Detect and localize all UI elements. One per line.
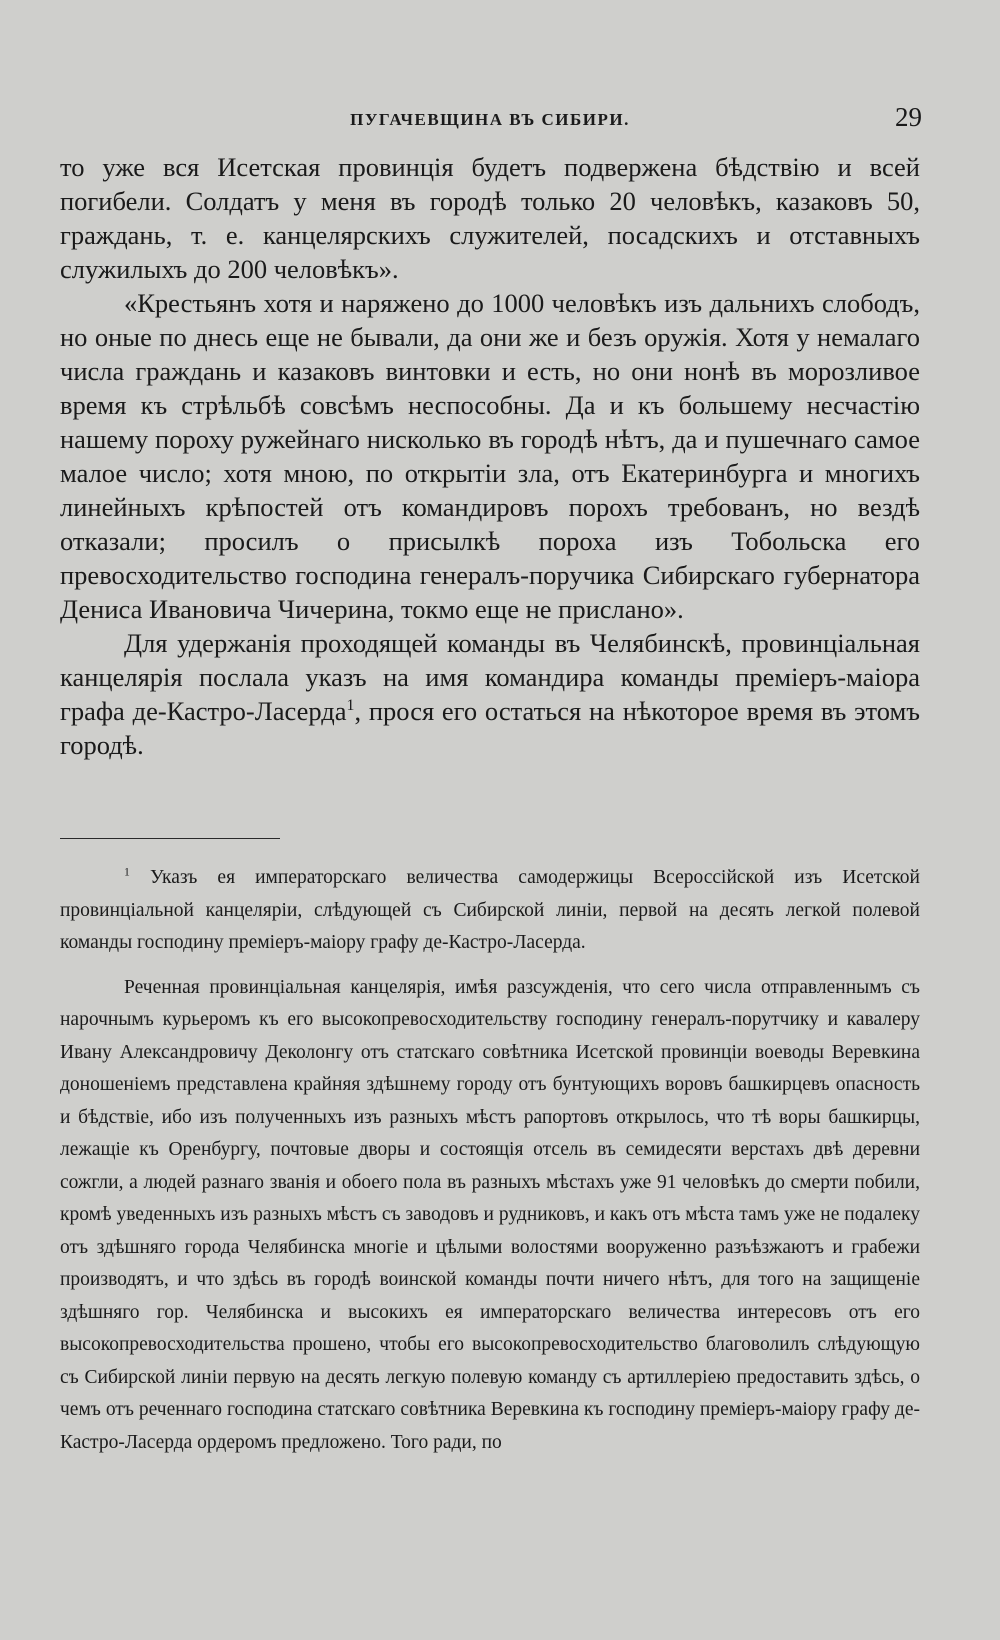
page-number: 29 xyxy=(895,102,922,132)
paragraph-3-text-a: Для удержанiя проходящей команды въ Челябинскѣ, провинцiальная канцелярiя послала указъ на имя командира команды премiеръ-маiора графа де-Кастро-Ласерда xyxy=(60,628,920,726)
footnote-reference: 1 xyxy=(346,697,355,715)
page-header xyxy=(60,104,920,134)
running-title: ПУГАЧЕВЩИНА ВЪ СИБИРИ. xyxy=(350,110,630,129)
paragraph-3 xyxy=(60,626,920,762)
footnote-1-continuation: Реченная провинцiальная канцелярiя, имѣя разсужденiя, что сего числа отправленнымъ съ нарочнымъ курьеромъ къ его высокопревосходительству господину генералъ-порутчику и кавалеру Ивану Александровичу Деколонгу отъ статскаго совѣтника Исетской провинцiи воеводы Веревкина доношенiемъ представлена крайняя здѣшнему городу отъ бунтующихъ воровъ башкирцевъ опасность и бѣдствiе, ибо изъ полученныхъ изъ разныхъ мѣстъ рапортовъ открылось, что тѣ воры башкирцы, лежащiе къ Оренбургу, почтовые дворы и состоящiя отсель въ семидесяти верстахъ двѣ деревни сожгли, а людей разнаго званiя и обоего пола въ разныхъ мѣстахъ уже 91 человѣкъ до смерти побили, кромѣ уведенныхъ изъ разныхъ мѣстъ съ заводовъ и рудниковъ, и какъ отъ мѣста тамъ уже не подалеку отъ здѣшняго города Челябинска многiе и цѣлыми волостями вооруженно разъѣзжаютъ и грабежи производятъ, и что здѣсь въ городѣ воинской команды почти ничего нѣтъ, для того на защищенiе здѣшняго гор. Челябинска и высокихъ ея императорскаго величества интересовъ отъ его высокопревосходительства прошено, чтобы его высокопревосходительство благоволилъ слѣдующую съ Сибирской линiи первую на десять легкую полевую команду съ артиллерiею предоставить здѣсь, о чемъ отъ реченнаго господина статскаго совѣтника Веревкина къ господину премiеръ-маiору графу де-Кастро-Ласерда ордеромъ предложено. Того ради, по xyxy=(60,976,920,1453)
footnote-marker: 1 xyxy=(124,865,130,879)
paragraph-3-text-b: , прося его остаться на нѣкоторое время въ этомъ городѣ. xyxy=(60,696,920,760)
footnote-1-text: Указъ ея императорскаго величества самодержицы Всероссiйской изъ Исетской провинцiальной канцелярiи, слѣдующей съ Сибирской линiи, первой на десять легкой полевой команды господину премiеръ-маiору графу де-Кастро-Ласерда. xyxy=(60,867,920,953)
paragraph-2: «Крестьянъ хотя и наряжено до 1000 человѣкъ изъ дальнихъ слободъ, но оные по днесь еще не бывали, да они же и безъ оружiя. Хотя у немалаго числа граждань и казаковъ винтовки и есть, но они нонѣ въ морозливое время къ стрѣльбѣ совсѣмъ неспособны. Да и къ большему несчастiю нашему пороху ружейнаго нисколько въ городѣ нѣтъ, да и пушечнаго самое малое число; хотя мною, по открытiи зла, отъ Екатеринбурга и многихъ линейныхъ крѣпостей отъ командировъ порохъ требованъ, но вездѣ отказали; просилъ о присылкѣ пороха изъ Тобольска его превосходительство господина генералъ-поручика Сибирскаго губернатора Дениса Ивановича Чичерина, токмо еще не прислано». xyxy=(60,288,920,624)
main-text xyxy=(60,150,920,762)
paragraph-1: то уже вся Исетская провинцiя будетъ подвержена бѣдствiю и всей погибели. Солдатъ у меня въ городѣ только 20 человѣкъ, казаковъ 50, граждань, т. е. канцелярскихъ служителей, посадскихъ и отставныхъ служилыхъ до 200 человѣкъ». xyxy=(60,152,920,284)
footnote-separator xyxy=(60,838,280,839)
footnote-1 xyxy=(60,862,920,960)
footnotes xyxy=(60,862,920,1459)
